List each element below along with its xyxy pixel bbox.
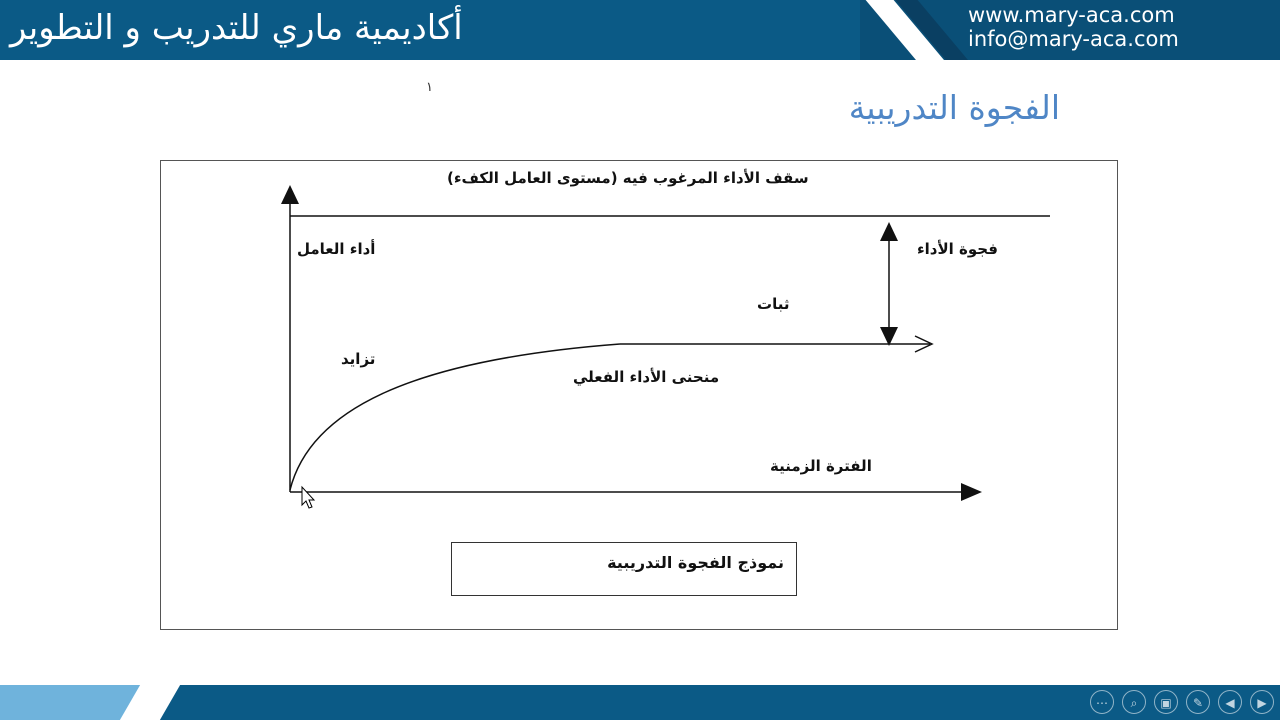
footer-bar (0, 685, 1280, 720)
x-axis-label: الفترة الزمنية (770, 457, 872, 475)
plateau-label: ثبات (757, 295, 790, 313)
slides-icon[interactable]: ▣ (1154, 690, 1178, 714)
x-axis-arrowhead (961, 483, 982, 501)
more-icon[interactable]: ⋯ (1090, 690, 1114, 714)
gap-arrowhead-top (880, 222, 898, 241)
previous-icon[interactable]: ◀ (1218, 690, 1242, 714)
y-axis-label: أداء العامل (297, 240, 376, 258)
caption-box (451, 542, 797, 596)
curve-label: منحنى الأداء الفعلي (573, 368, 720, 386)
website-link[interactable]: www.mary-aca.com (968, 3, 1175, 27)
actual-performance-curve (290, 344, 620, 490)
ceiling-label: سقف الأداء المرغوب فيه (مستوى العامل الكفء) (447, 169, 809, 187)
academy-name: أكاديمية ماري للتدريب و التطوير (10, 8, 463, 48)
next-icon[interactable]: ▶ (1250, 690, 1274, 714)
zoom-icon[interactable]: ⌕ (1122, 690, 1146, 714)
email-link[interactable]: info@mary-aca.com (968, 27, 1179, 51)
page-number: ١ (426, 80, 433, 95)
y-axis-arrowhead (281, 185, 299, 204)
diagram-caption: نموذج الفجوة التدريبية (607, 553, 784, 572)
increase-label: تزايد (341, 350, 376, 368)
mouse-cursor-icon (302, 487, 314, 508)
pen-icon[interactable]: ✎ (1186, 690, 1210, 714)
header-banner (0, 0, 1280, 60)
gap-label: فجوة الأداء (917, 240, 998, 258)
gap-arrowhead-bottom (880, 327, 898, 346)
slideshow-controls (1090, 690, 1274, 716)
slide-title: الفجوة التدريبية (848, 88, 1060, 127)
